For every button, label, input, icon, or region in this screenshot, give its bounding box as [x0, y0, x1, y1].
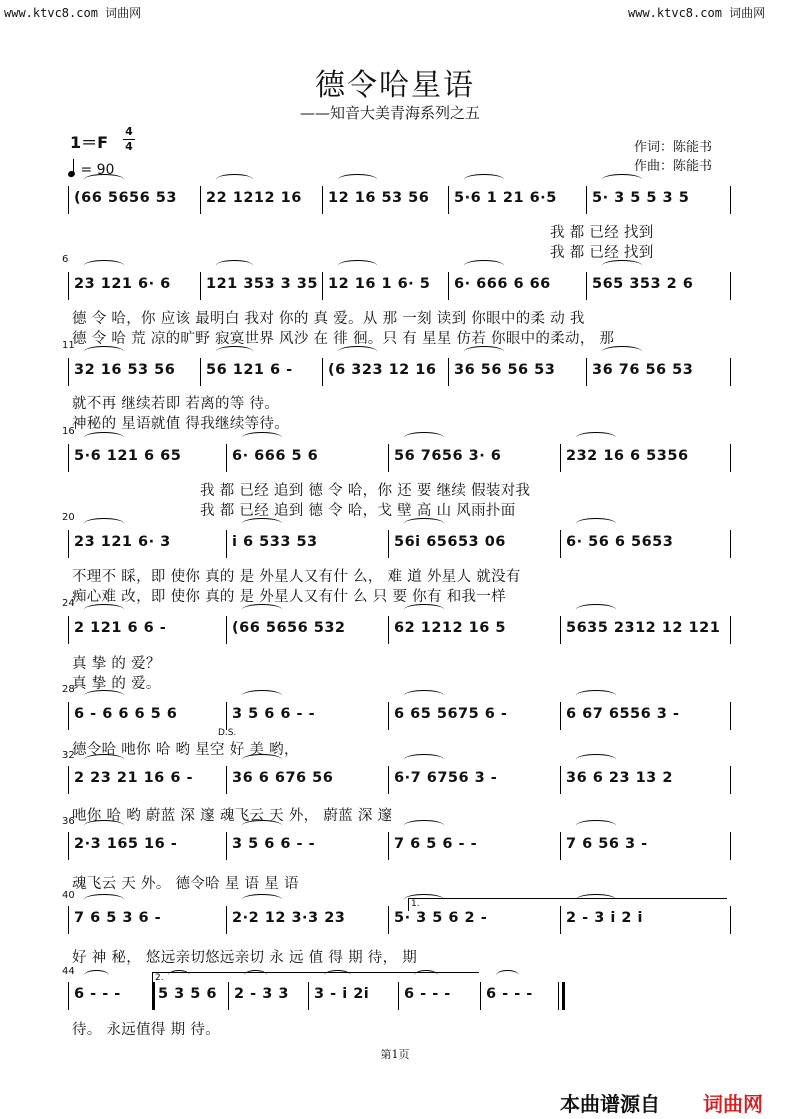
measure: 3 - i 2i: [314, 986, 370, 1002]
slur-mark: [464, 346, 504, 357]
measure-number: 20: [62, 512, 75, 523]
barline: [200, 358, 201, 386]
measure: 6· 56 6 5653: [566, 534, 674, 550]
page-number: 第1页: [380, 1048, 410, 1061]
score-row-2: [68, 272, 730, 300]
score-row-7: [68, 702, 730, 730]
barline: [322, 186, 323, 214]
slur-mark: [84, 754, 124, 765]
footer-site-link[interactable]: 词曲网: [703, 1092, 763, 1116]
slur-mark: [84, 970, 109, 981]
slur-mark: [404, 518, 444, 529]
barline: [560, 444, 561, 472]
measure: (6 323 12 16: [328, 362, 437, 378]
barline: [480, 982, 481, 1010]
key-signature: 1＝F: [70, 133, 109, 152]
measure-number: 11: [62, 340, 75, 351]
time-signature-top: 4: [125, 125, 133, 138]
barline: [322, 272, 323, 300]
barline: [730, 766, 731, 794]
measure: 5635 2312 12 121: [566, 620, 721, 636]
volta-first-ending: [408, 898, 727, 911]
slur-mark: [404, 820, 444, 831]
barline: [388, 616, 389, 644]
barline: [730, 906, 731, 934]
slur-mark: [242, 820, 282, 831]
measure: 12 16 1 6· 5: [328, 276, 431, 292]
lyric-line-1: 就不再 继续若即 若离的等 待。: [72, 396, 280, 412]
barline: [68, 906, 69, 934]
barline: [730, 702, 731, 730]
lyricist-credit: 作词：陈能书: [634, 140, 713, 155]
barline: [448, 358, 449, 386]
barline: [68, 702, 69, 730]
barline: [68, 186, 69, 214]
barline: [228, 982, 229, 1010]
slur-mark: [576, 518, 616, 529]
measure: 22 1212 16: [206, 190, 302, 206]
barline: [226, 766, 227, 794]
measure: 5· 3 5 5 3 5: [592, 190, 690, 206]
barline: [560, 766, 561, 794]
barline: [448, 186, 449, 214]
barline: [68, 272, 69, 300]
lyric-line-1: 好 神 秘， 悠远亲切悠远亲切 永 远 值 得 期 待， 期: [72, 950, 418, 966]
lyric-line-2: 我 都 已经 找到: [550, 245, 654, 261]
lyric-line-2: 神秘的 星语就值 得我继续等待。: [72, 416, 290, 432]
slur-mark: [404, 432, 444, 443]
slur-mark: [602, 346, 642, 357]
slur-mark: [242, 432, 282, 443]
footer-source-label: 本曲谱源自: [560, 1092, 660, 1116]
measure-number: 16: [62, 426, 75, 437]
lyric-line-1: 我 都 已经 找到: [550, 225, 654, 241]
score-row-6: [68, 616, 730, 644]
slur-mark: [404, 754, 444, 765]
measure: 5· 3 5 6 2 -: [394, 910, 488, 926]
measure: 2 - 3 3: [234, 986, 289, 1002]
barline: [388, 766, 389, 794]
barline: [226, 530, 227, 558]
measure: 6 65 5675 6 -: [394, 706, 508, 722]
barline: [68, 982, 69, 1010]
barline: [560, 832, 561, 860]
barline: [730, 616, 731, 644]
ds-marking: D.S.: [218, 728, 237, 738]
score-row-4: [68, 444, 730, 472]
barline: [226, 444, 227, 472]
slur-mark: [404, 604, 444, 615]
barline: [68, 530, 69, 558]
tempo-value: = 90: [80, 162, 115, 178]
barline: [730, 186, 731, 214]
measure: 12 16 53 56: [328, 190, 430, 206]
measure: 32 16 53 56: [74, 362, 176, 378]
slur-mark: [338, 260, 377, 271]
slur-mark: [464, 174, 504, 185]
measure: 23 121 6· 3: [74, 534, 171, 550]
slur-mark: [338, 346, 377, 357]
measure: 36 76 56 53: [592, 362, 694, 378]
barline: [388, 832, 389, 860]
barline: [226, 702, 227, 730]
lyric-line-1: 德 令 哈，你 应该 最明白 我对 你的 真 爱。从 那 一刻 读到 你眼中的柔 动 我: [72, 311, 585, 327]
slur-mark: [576, 432, 616, 443]
measure: 121 353 3 35: [206, 276, 318, 292]
lyric-line-1: 真 挚 的 爱？: [72, 656, 161, 672]
lyric-line-2: 德 令 哈 荒 凉的旷野 寂寞世界 风沙 在 徘 徊。只 有 星星 仿若 你眼中的柔动， 那: [72, 331, 615, 347]
measure-number: 6: [62, 254, 69, 265]
measure: 56 121 6 -: [206, 362, 293, 378]
watermark-right: www.ktvc8.com 词曲网: [628, 6, 766, 20]
slur-mark: [216, 346, 253, 357]
measure: 2·3 165 16 -: [74, 836, 178, 852]
slur-mark: [242, 690, 282, 701]
measure: 3 5 6 6 - -: [232, 836, 316, 852]
barline: [730, 358, 731, 386]
volta-second-ending: [152, 972, 479, 985]
measure-number: 24: [62, 598, 75, 609]
quarter-note-icon: [67, 170, 76, 178]
volta-1-label: 1.: [411, 899, 420, 909]
slur-mark: [84, 432, 124, 443]
lyric-line-1: 吔你 哈 哟 蔚蓝 深 邃 魂飞云 天 外， 蔚蓝 深 邃: [72, 808, 393, 824]
slur-mark: [496, 970, 519, 981]
score-row-1: [68, 186, 730, 214]
slur-mark: [242, 518, 282, 529]
slur-mark: [576, 690, 616, 701]
score-row-9: [68, 832, 730, 860]
barline: [68, 832, 69, 860]
measure: 7 6 5 3 6 -: [74, 910, 162, 926]
slur-mark: [216, 174, 253, 185]
composer-credit: 作曲：陈能书: [634, 159, 713, 174]
slur-mark: [576, 604, 616, 615]
slur-mark: [84, 174, 124, 185]
barline: [586, 358, 587, 386]
measure-number: 28: [62, 684, 75, 695]
barline: [152, 982, 155, 1010]
measure-number: 40: [62, 890, 75, 901]
barline: [448, 272, 449, 300]
barline: [308, 982, 309, 1010]
score-row-11: [68, 982, 730, 1010]
measure: 2·2 12 3·3 23: [232, 910, 346, 926]
lyric-line-1: 德令哈 吔你 哈 哟 星空 好 美 哟，: [72, 742, 299, 758]
barline: [586, 186, 587, 214]
lyric-line-2: 真 挚 的 爱。: [72, 676, 161, 692]
song-title: 德令哈星语: [315, 68, 475, 103]
measure: 2 23 21 16 6 -: [74, 770, 193, 786]
barline: [730, 530, 731, 558]
slur-mark: [404, 690, 444, 701]
time-signature-bottom: 4: [125, 140, 133, 153]
measure: 7 6 5 6 - -: [394, 836, 478, 852]
slur-mark: [242, 604, 282, 615]
measure: 565 353 2 6: [592, 276, 694, 292]
measure: 6 - 6 6 6 5 6: [74, 706, 178, 722]
lyric-line-1: 魂飞云 天 外。 德令哈 星 语 星 语: [72, 876, 299, 892]
time-signature: [123, 126, 135, 153]
lyric-line-1: 待。 永远值得 期 待。: [72, 1022, 220, 1038]
slur-mark: [84, 604, 124, 615]
volta-2-label: 2.: [155, 973, 164, 983]
slur-mark: [242, 894, 282, 905]
barline: [560, 530, 561, 558]
barline: [388, 444, 389, 472]
lyric-line-2: 我 都 已经 追到 德 令 哈，戈 壁 高 山 风雨扑面: [200, 503, 516, 519]
score-row-3: [68, 358, 730, 386]
measure: 2 121 6 6 -: [74, 620, 167, 636]
slur-mark: [84, 690, 124, 701]
barline: [388, 702, 389, 730]
barline: [586, 272, 587, 300]
measure: 6 - - -: [404, 986, 451, 1002]
slur-mark: [84, 894, 124, 905]
barline: [730, 444, 731, 472]
barline: [322, 358, 323, 386]
measure: 2 - 3 i 2 i: [566, 910, 643, 926]
measure: 6·7 6756 3 -: [394, 770, 498, 786]
barline: [558, 982, 559, 1010]
barline: [68, 616, 69, 644]
barline: [388, 530, 389, 558]
measure: 62 1212 16 5: [394, 620, 506, 636]
final-barline: [562, 982, 565, 1010]
measure: 7 6 56 3 -: [566, 836, 648, 852]
watermark-left: www.ktvc8.com 词曲网: [4, 6, 142, 20]
barline: [560, 616, 561, 644]
measure: 5 3 5 6: [158, 986, 218, 1002]
measure: 23 121 6· 6: [74, 276, 171, 292]
measure: 56i 65653 06: [394, 534, 506, 550]
measure: 6· 666 6 66: [454, 276, 551, 292]
barline: [200, 186, 201, 214]
slur-mark: [84, 820, 124, 831]
score-row-8: [68, 766, 730, 794]
slur-mark: [576, 754, 616, 765]
score-row-5: [68, 530, 730, 558]
measure: (66 5656 532: [232, 620, 346, 636]
measure: 5·6 1 21 6·5: [454, 190, 557, 206]
measure: 5·6 121 6 65: [74, 448, 182, 464]
barline: [226, 906, 227, 934]
slur-mark: [84, 346, 124, 357]
measure: 6 67 6556 3 -: [566, 706, 680, 722]
measure: 6 - - -: [486, 986, 533, 1002]
measure: 232 16 6 5356: [566, 448, 689, 464]
slur-mark: [216, 260, 253, 271]
measure: 36 6 23 13 2: [566, 770, 673, 786]
measure: 6· 666 5 6: [232, 448, 319, 464]
slur-mark: [338, 174, 377, 185]
lyric-line-2: 痴心难 改，即 使你 真的 是 外星人又有什 么 只 要 你有 和我一样: [72, 589, 506, 605]
measure: i 6 533 53: [232, 534, 318, 550]
song-subtitle: ——知音大美青海系列之五: [300, 104, 481, 122]
measure-number: 32: [62, 750, 75, 761]
slur-mark: [602, 174, 642, 185]
slur-mark: [84, 260, 124, 271]
measure: 3 5 6 6 - -: [232, 706, 316, 722]
lyric-line-1: 不理不 睬，即 使你 真的 是 外星人又有什 么， 难 道 外星人 就没有: [72, 569, 521, 585]
slur-mark: [242, 754, 282, 765]
barline: [200, 272, 201, 300]
barline: [730, 832, 731, 860]
measure: 56 7656 3· 6: [394, 448, 502, 464]
slur-mark: [602, 260, 642, 271]
barline: [398, 982, 399, 1010]
barline: [68, 358, 69, 386]
measure-number: 36: [62, 816, 75, 827]
measure: 36 6 676 56: [232, 770, 334, 786]
barline: [730, 272, 731, 300]
barline: [560, 702, 561, 730]
slur-mark: [464, 260, 504, 271]
lyric-line-1: 我 都 已经 追到 德 令 哈，你 还 要 继续 假装对我: [200, 483, 531, 499]
measure-number: 44: [62, 966, 75, 977]
barline: [68, 766, 69, 794]
barline: [226, 832, 227, 860]
slur-mark: [84, 518, 124, 529]
measure: 6 - - -: [74, 986, 121, 1002]
measure: (66 5656 53: [74, 190, 177, 206]
barline: [388, 906, 389, 934]
barline: [226, 616, 227, 644]
barline: [68, 444, 69, 472]
measure: 36 56 56 53: [454, 362, 556, 378]
slur-mark: [576, 820, 616, 831]
